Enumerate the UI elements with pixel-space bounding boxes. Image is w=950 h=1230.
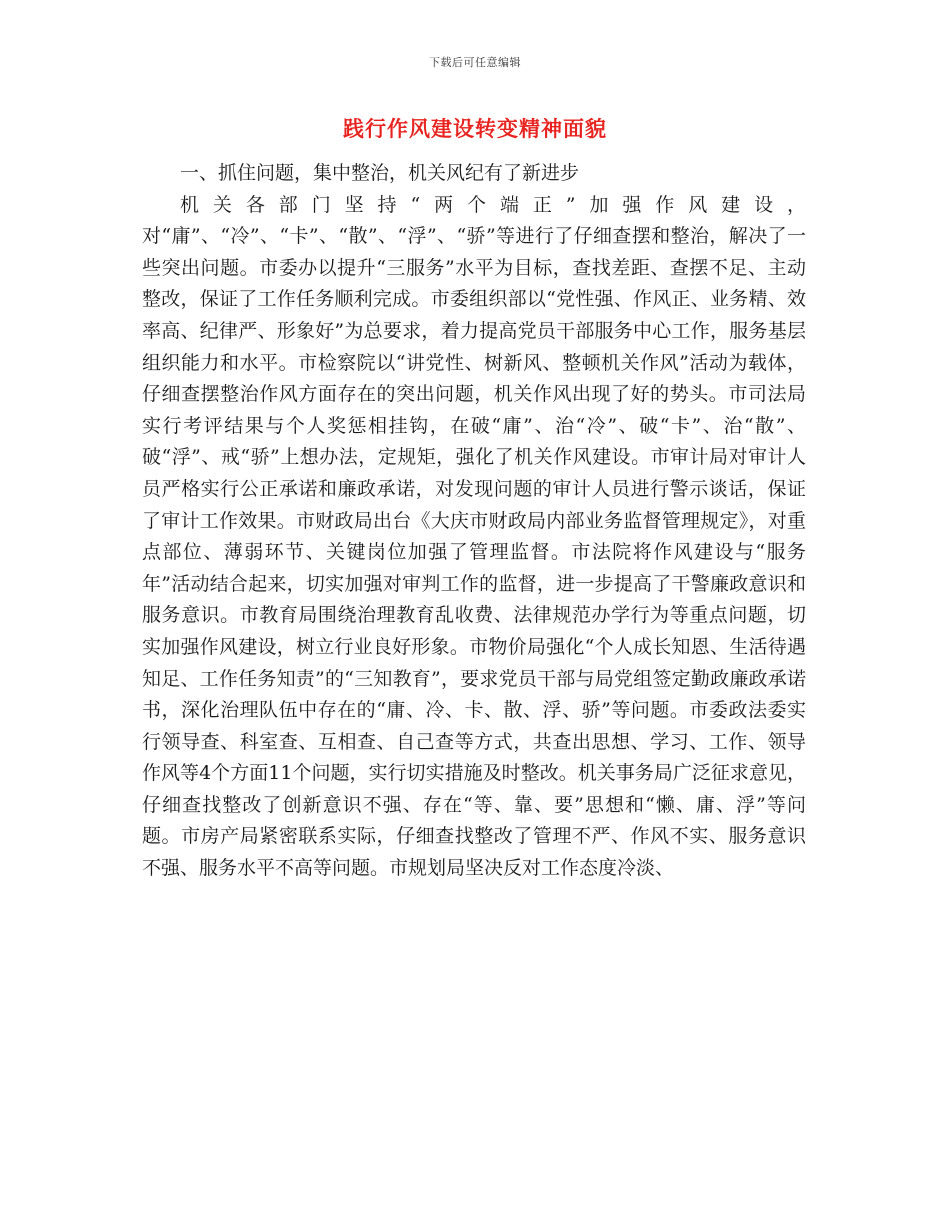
- section-heading: 一、抓住问题，集中整治，机关风纪有了新进步: [180, 162, 580, 184]
- document-title: 践行作风建设转变精神面貌: [343, 116, 607, 141]
- header-note: 下载后可任意编辑: [429, 56, 521, 69]
- body-paragraph: 机关各部门坚持“两个端正”加强作风建设，对“庸”、“冷”、“卡”、“散”、“浮”、“骄”等进行了仔细查摆和整治，解决了一些突出问题。市委办以提升“三服务”水平为目标，查找差距、查摆不足、主动整改，保证了工作任务顺利完成。市委组织部以“党性强、作风正、业务精、效率高、纪律严、形象好”为总要求，着力提高党员干部服务中心工作，服务基层组织能力和水平。市检察院以“讲党性、树新风、整顿机关作风”活动为载体，仔细查摆整治作风方面存在的突出问题，机关作风出现了好的势头。市司法局实行考评结果与个人奖惩相挂钩，在破“庸”、治“冷”、破“卡”、治“散”、破“浮”、戒“骄”上想办法，定规矩，强化了机关作风建设。市审计局对审计人员严格实行公正承诺和廉政承诺，对发现问题的审计人员进行警示谈话，保证了审计工作效果。市财政局出台《大庆市财政局内部业务监督管理规定》，对重点部位、薄弱环节、关键岗位加强了管理监督。市法院将作风建设与“服务年”活动结合起来，切实加强对审判工作的监督，进一步提高了干警廉政意识和服务意识。市教育局围绕治理教育乱收费、法律规范办学行为等重点问题，切实加强作风建设，树立行业良好形象。市物价局强化“个人成长知恩、生活待遇知足、工作任务知责”的“三知教育”，要求党员干部与局党组签定勤政廉政承诺书，深化治理队伍中存在的“庸、冷、卡、散、浮、骄”等问题。市委政法委实行领导查、科室查、互相查、自己查等方式，共查出思想、学习、工作、领导作风等4个方面11个问题，实行切实措施及时整改。机关事务局广泛征求意见，仔细查找整改了创新意识不强、存在“等、靠、要”思想和“懒、庸、浮”等问题。市房产局紧密联系实际，仔细查找整改了管理不严、作风不实、服务意识不强、服务水平不高等问题。市规划局坚决反对工作态度冷淡、: [142, 193, 806, 880]
- document-body: [142, 158, 806, 885]
